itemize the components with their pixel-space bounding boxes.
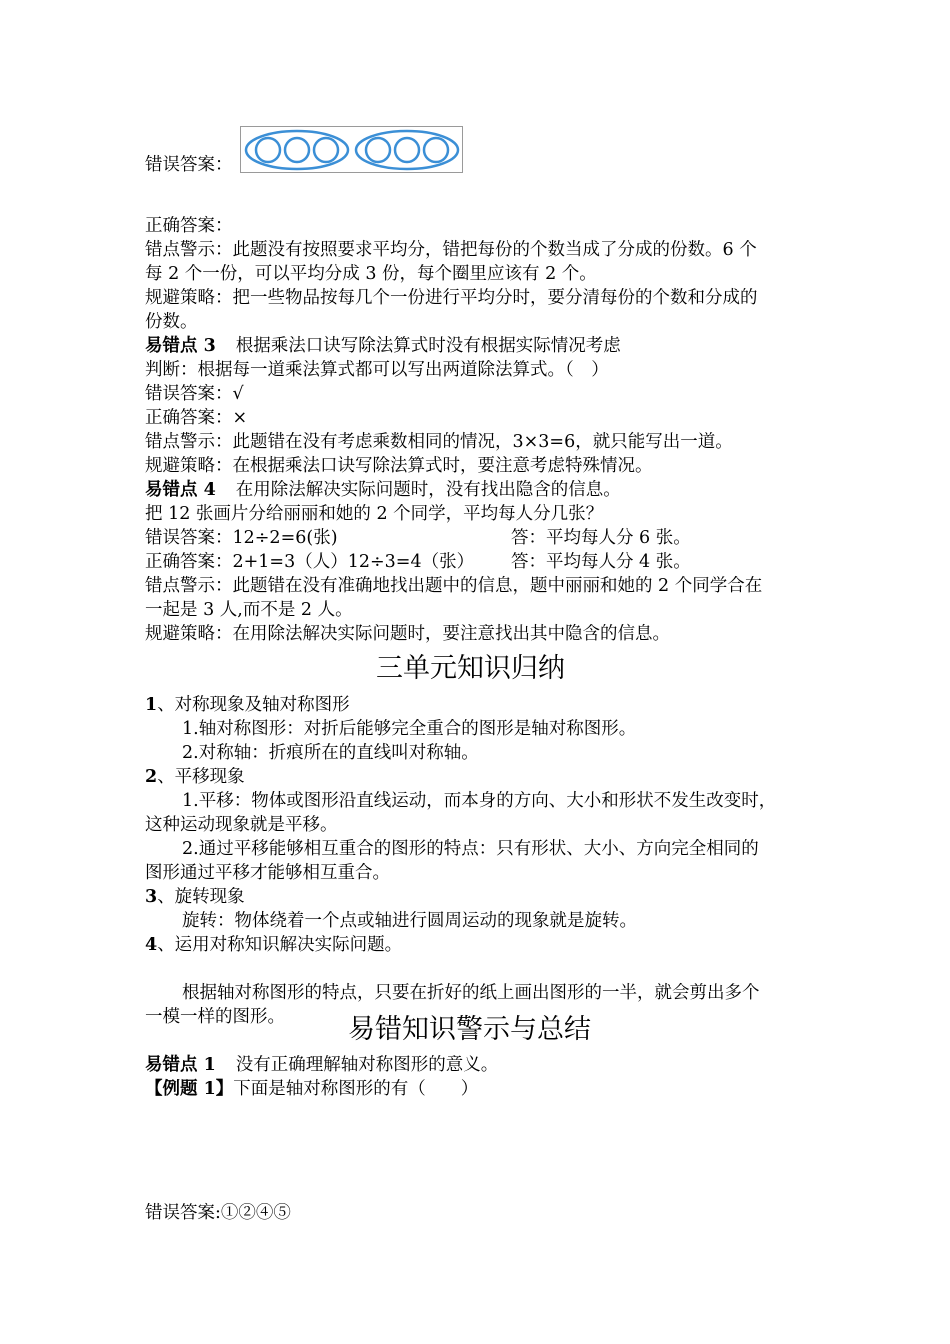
circle-4 <box>366 138 390 162</box>
unit3-section-3 <box>145 885 245 909</box>
err3-warn: 错点警示：此题错在没有考虑乘数相同的情况，3×3=6，就只能写出一道。 <box>145 432 733 452</box>
summary-err1-heading <box>145 1053 498 1077</box>
err4-question: 把 12 张画片分给丽丽和她的 2 个同学，平均每人分几张？ <box>145 504 604 524</box>
err1-tag: 易错点 1 <box>145 1055 216 1075</box>
err4-strategy: 规避策略：在用除法解决实际问题时，要注意找出其中隐含的信息。 <box>145 624 670 644</box>
unit3-section-1 <box>145 693 350 717</box>
section-title: 、对称现象及轴对称图形 <box>157 695 350 715</box>
err3-strategy: 规避策略：在根据乘法口诀写除法算式时，要注意考虑特殊情况。 <box>145 456 653 476</box>
section-number: 4 <box>145 935 158 955</box>
group-ellipse-1 <box>246 131 348 169</box>
unit3-item-4-1-line-2: 一模一样的图形。 <box>145 1007 285 1027</box>
err3-title: 根据乘法口诀写除法算式时没有根据实际情况考虑 <box>235 336 621 356</box>
unit3-section-2 <box>145 765 245 789</box>
unit3-item-4-1-line-1: 根据轴对称图形的特点，只要在折好的纸上画出图形的一半，就会剪出多个 <box>182 983 760 1003</box>
right-answer-label: 正确答案： <box>145 216 233 236</box>
grouping-circles-image <box>241 127 462 172</box>
unit3-item-2-1-line-1: 1.平移：物体或图形沿直线运动，而本身的方向、大小和形状不发生改变时， <box>182 791 777 811</box>
err4-heading <box>145 478 621 502</box>
err4-tag: 易错点 4 <box>145 480 216 500</box>
unit3-item-2-2-line-1: 2.通过平移能够相互重合的图形的特点：只有形状、大小、方向完全相同的 <box>182 839 759 859</box>
summary-wrong-answer: 错误答案:①②④⑤ <box>145 1203 291 1223</box>
err3-judge: 判断：根据每一道乘法算式都可以写出两道除法算式。（ ） <box>145 360 609 380</box>
section-number: 3 <box>145 887 158 907</box>
example-1 <box>145 1077 478 1101</box>
err4-wrong: 错误答案：12÷2=6(张) <box>145 528 338 548</box>
unit3-section-4 <box>145 933 402 957</box>
err4-warn-line-2: 一起是 3 人,而不是 2 人。 <box>145 600 353 620</box>
warn-line-1: 错点警示：此题没有按照要求平均分，错把每份的个数当成了分成的份数。6 个 <box>145 240 757 260</box>
grouping-figure <box>240 126 463 173</box>
err4-warn-line-1: 错点警示：此题错在没有准确地找出题中的信息，题中丽丽和她的 2 个同学合在 <box>145 576 763 596</box>
section-number: 2 <box>145 767 158 787</box>
circle-6 <box>424 138 448 162</box>
example-text: 下面是轴对称图形的有（ ） <box>233 1079 479 1099</box>
err4-right: 正确答案：2+1=3（人）12÷3=4（张） <box>145 552 475 572</box>
err1-title: 没有正确理解轴对称图形的意义。 <box>235 1055 499 1075</box>
err3-wrong: 错误答案：√ <box>145 384 244 404</box>
err4-title: 在用除法解决实际问题时，没有找出隐含的信息。 <box>235 480 621 500</box>
unit3-item-1-1: 1.轴对称图形：对折后能够完全重合的图形是轴对称图形。 <box>182 719 637 739</box>
unit3-heading: 三单元知识归纳 <box>376 653 565 684</box>
section-title: 、旋转现象 <box>157 887 245 907</box>
err3-right: 正确答案：× <box>145 408 248 428</box>
summary-heading: 易错知识警示与总结 <box>348 1014 591 1045</box>
unit3-item-3-1: 旋转：物体绕着一个点或轴进行圆周运动的现象就是旋转。 <box>182 911 637 931</box>
strategy-line-2: 份数。 <box>145 312 198 332</box>
example-tag: 【例题 1】 <box>145 1079 234 1099</box>
unit3-item-2-2-line-2: 图形通过平移才能够相互重合。 <box>145 863 390 883</box>
err3-heading <box>145 334 621 358</box>
circle-3 <box>314 138 338 162</box>
strategy-line-1: 规避策略：把一些物品按每几个一份进行平均分时，要分清每份的个数和分成的 <box>145 288 758 308</box>
err4-right-answer: 答：平均每人分 4 张。 <box>511 552 691 572</box>
group-ellipse-2 <box>356 131 458 169</box>
section-title: 、平移现象 <box>157 767 245 787</box>
section-number: 1 <box>145 695 158 715</box>
wrong-answer-label: 错误答案： <box>145 155 233 175</box>
section-title: 、运用对称知识解决实际问题。 <box>157 935 403 955</box>
circle-1 <box>256 138 280 162</box>
err3-tag: 易错点 3 <box>145 336 216 356</box>
circle-5 <box>395 138 419 162</box>
err4-wrong-answer: 答：平均每人分 6 张。 <box>511 528 691 548</box>
circle-2 <box>285 138 309 162</box>
unit3-item-2-1-line-2: 这种运动现象就是平移。 <box>145 815 338 835</box>
unit3-item-1-2: 2.对称轴：折痕所在的直线叫对称轴。 <box>182 743 479 763</box>
warn-line-2: 每 2 个一份，可以平均分成 3 份，每个圈里应该有 2 个。 <box>145 264 597 284</box>
